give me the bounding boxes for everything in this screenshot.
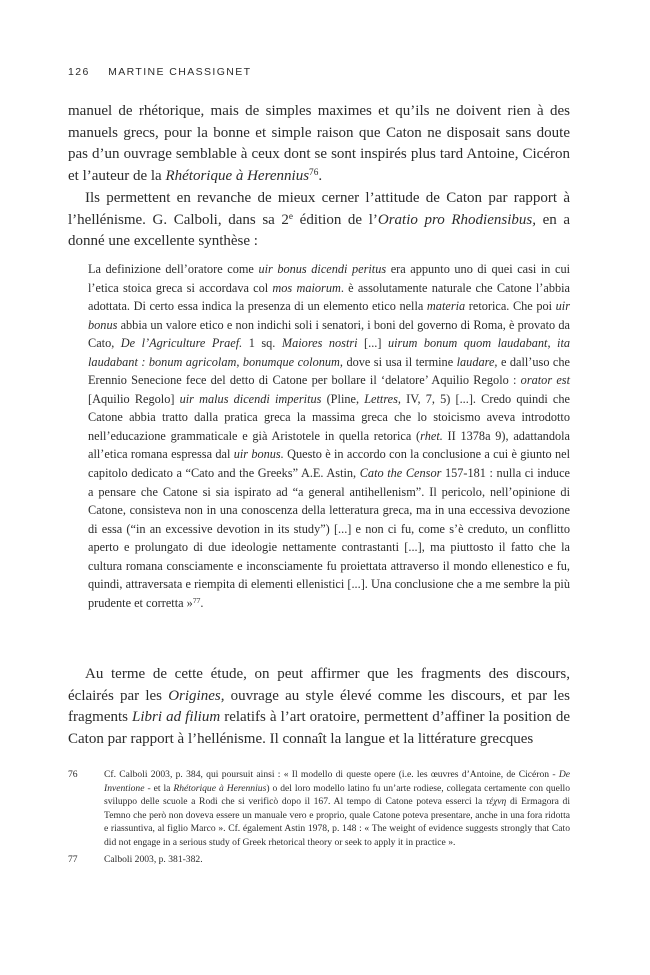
text-run: La definizione dell’oratore come	[88, 262, 259, 276]
text-run: .	[200, 595, 204, 610]
text-run: - et la	[144, 782, 174, 794]
paragraph-1	[68, 101, 570, 187]
page-number: 126	[68, 66, 90, 78]
italic-run: orator est	[520, 373, 571, 388]
italic-run: uirum bonum quom laudabant, ita laudabant : bonum agricolam, bonumque colonum,	[88, 336, 571, 369]
block-quote	[88, 260, 570, 612]
footnote-76	[68, 768, 570, 850]
text-run: dove si usa il termine	[343, 354, 457, 369]
text-run: 1 sq.	[242, 336, 282, 351]
footnote-ref-77: 77	[192, 595, 201, 605]
italic-run: uir bonus.	[233, 447, 284, 462]
text-run: en a donné une excellente synthèse :	[68, 211, 570, 249]
italic-run: Oratio pro Rhodiensibus,	[377, 211, 536, 228]
text-run: [...]	[357, 336, 388, 351]
paragraph-2	[68, 188, 570, 253]
italic-run: Cato the Censor	[359, 466, 442, 481]
italic-run: Libri ad filium	[132, 709, 221, 725]
italic-run: uir bonus	[88, 299, 570, 332]
text-run: manuel de rhétorique, mais de simples maximes et qu’ils ne doivent rien à des manuels grecs, pour la bonne et simple raison que Caton ne disposait sans doute pas d’un ouvrage semblable à ceux dont se sont inspirés plus tard Antoine, Cicéron et l’auteur de la	[68, 103, 570, 184]
text-run: ouvrage au style élevé comme les discours, et par les fragments	[68, 687, 570, 725]
italic-run: Origines,	[168, 687, 225, 704]
running-title: MARTINE CHASSIGNET	[108, 66, 252, 78]
text-run: di Ermagora di Temno che però non doveva essere un manuale vero e proprio, quale Catone poteva presentare, anche in una fora ridotta e riassuntiva, al figlio Marco ». Cf. également Astin 1978, p. 148 : « The weight of evidence suggests strongly that Cato did not engage in a serious study of Greek rhetorical theory or seek to apply it in practice ».	[104, 796, 570, 848]
italic-run: Rhétorique à Herennius	[173, 782, 267, 794]
text-run: Ils permettent en revanche de mieux cerner l’attitude de Caton par rapport à l’hellénisme. G. Calboli, dans sa 2	[68, 190, 570, 228]
footnote-number: 77	[68, 853, 78, 865]
running-header	[68, 66, 252, 78]
text-run: Au terme de cette étude, on peut affirmer que les fragments des discours, éclairés par les	[68, 666, 570, 704]
text-run: relatifs à l’art oratoire, permettent d’affiner la position de Caton par rapport à l’hellénisme. Il connaît la langue et la littérature grecques	[68, 709, 570, 747]
text-run: (Pline,	[321, 391, 365, 406]
text-run: e dall’uso che Erennio Senecione fece del detto di Catone per bollare il ‘delatore’ Aquilio Regolo :	[88, 354, 570, 388]
footnotes	[68, 768, 570, 866]
text-run: .	[318, 167, 323, 184]
text-run: IV, 7, 5) [...]. Credo quindi che Catone abbia tratto dalla pratica greca la massima greca che lo stoicismo aveva introdotto nell’educazione grammaticale e già Aristotele in quella retorica (	[88, 391, 570, 443]
italic-run: uir bonus dicendi peritus	[258, 262, 387, 276]
italic-run: Rhétorique à Herennius	[165, 167, 310, 184]
text-run: . è assolutamente naturale che Catone l’abbia adottata. Di certo essa indica la presenza di un elemento etico nella	[88, 280, 571, 314]
text-run: [Aquilio Regolo]	[88, 391, 180, 406]
footnote-ref-76: 76	[309, 167, 319, 178]
italic-run: Maiores nostri	[281, 336, 358, 351]
text-run: 157-181 : nulla ci induce a pensare che Catone si sia ispirato ad “a general antihellenism”. Il pericolo, nell’opinione di Catone, consisteva non in una conoscenza della letteratura greca, ma in una eccessiva devozione di essa (“in an excessive devotion in its study”) [...] e non ci fu, come s’è creduto, un conflitto aperto e prolungato di due ideologie nettamente contrastanti [...], ma piuttosto il fatto che la cultura romana consciamente e inconsciamente fu proiettata attraverso il mondo ellenestico e fu, quindi, attraversata e riempita di elementi ellenistici [...]. Una conclusione che a me sembre la più prudente et corretta »	[88, 466, 570, 610]
ordinal-superscript: e	[288, 211, 294, 222]
text-run: Questo è in accordo con la conclusione a cui è giunto nel capitolo dedicato a “Cato and the Greeks” A.E. Astin,	[88, 447, 570, 481]
text-run: retorica. Che poi	[465, 299, 556, 314]
text-run: Calboli 2003, p. 381-382.	[104, 853, 203, 865]
text-run: era appunto uno di quei casi in cui l’etica stoica greca si accordava col	[88, 262, 571, 295]
italic-run: Lettres,	[364, 391, 401, 406]
footnote-77	[68, 853, 570, 867]
footnote-number: 76	[68, 769, 78, 780]
italic-run: τέχνη	[485, 796, 507, 808]
text-run: abbia un valore etico e non indichi soli i senatori, i boni del governo di Roma, è provato da Cato,	[88, 317, 570, 351]
italic-run: mos maiorum	[272, 280, 341, 295]
paragraph-3	[68, 664, 570, 750]
italic-run: De Inventione	[104, 769, 570, 794]
italic-run: uir malus dicendi imperitus	[179, 391, 322, 406]
text-run: ) o del loro modello latino fu un’arte rodiese, collegata certamente con quello sviluppo delle scuole a Rodi che si verificò dopo il 167. Al tempo di Catone poteva esserci la	[104, 782, 570, 808]
italic-run: laudare,	[456, 354, 498, 369]
italic-run: materia	[426, 299, 466, 314]
text-run: Cf. Calboli 2003, p. 384, qui poursuit ainsi : « Il modello di queste opere (i.e. les œuvres d’Antoine, de Cicéron -	[104, 769, 559, 780]
text-run: édition de l’	[293, 211, 378, 228]
italic-run: De l’Agriculture Praef.	[120, 336, 243, 351]
italic-run: rhet.	[420, 428, 443, 443]
text-run: II 1378a 9), adattandola all’etica romana espressa dal	[88, 428, 570, 462]
